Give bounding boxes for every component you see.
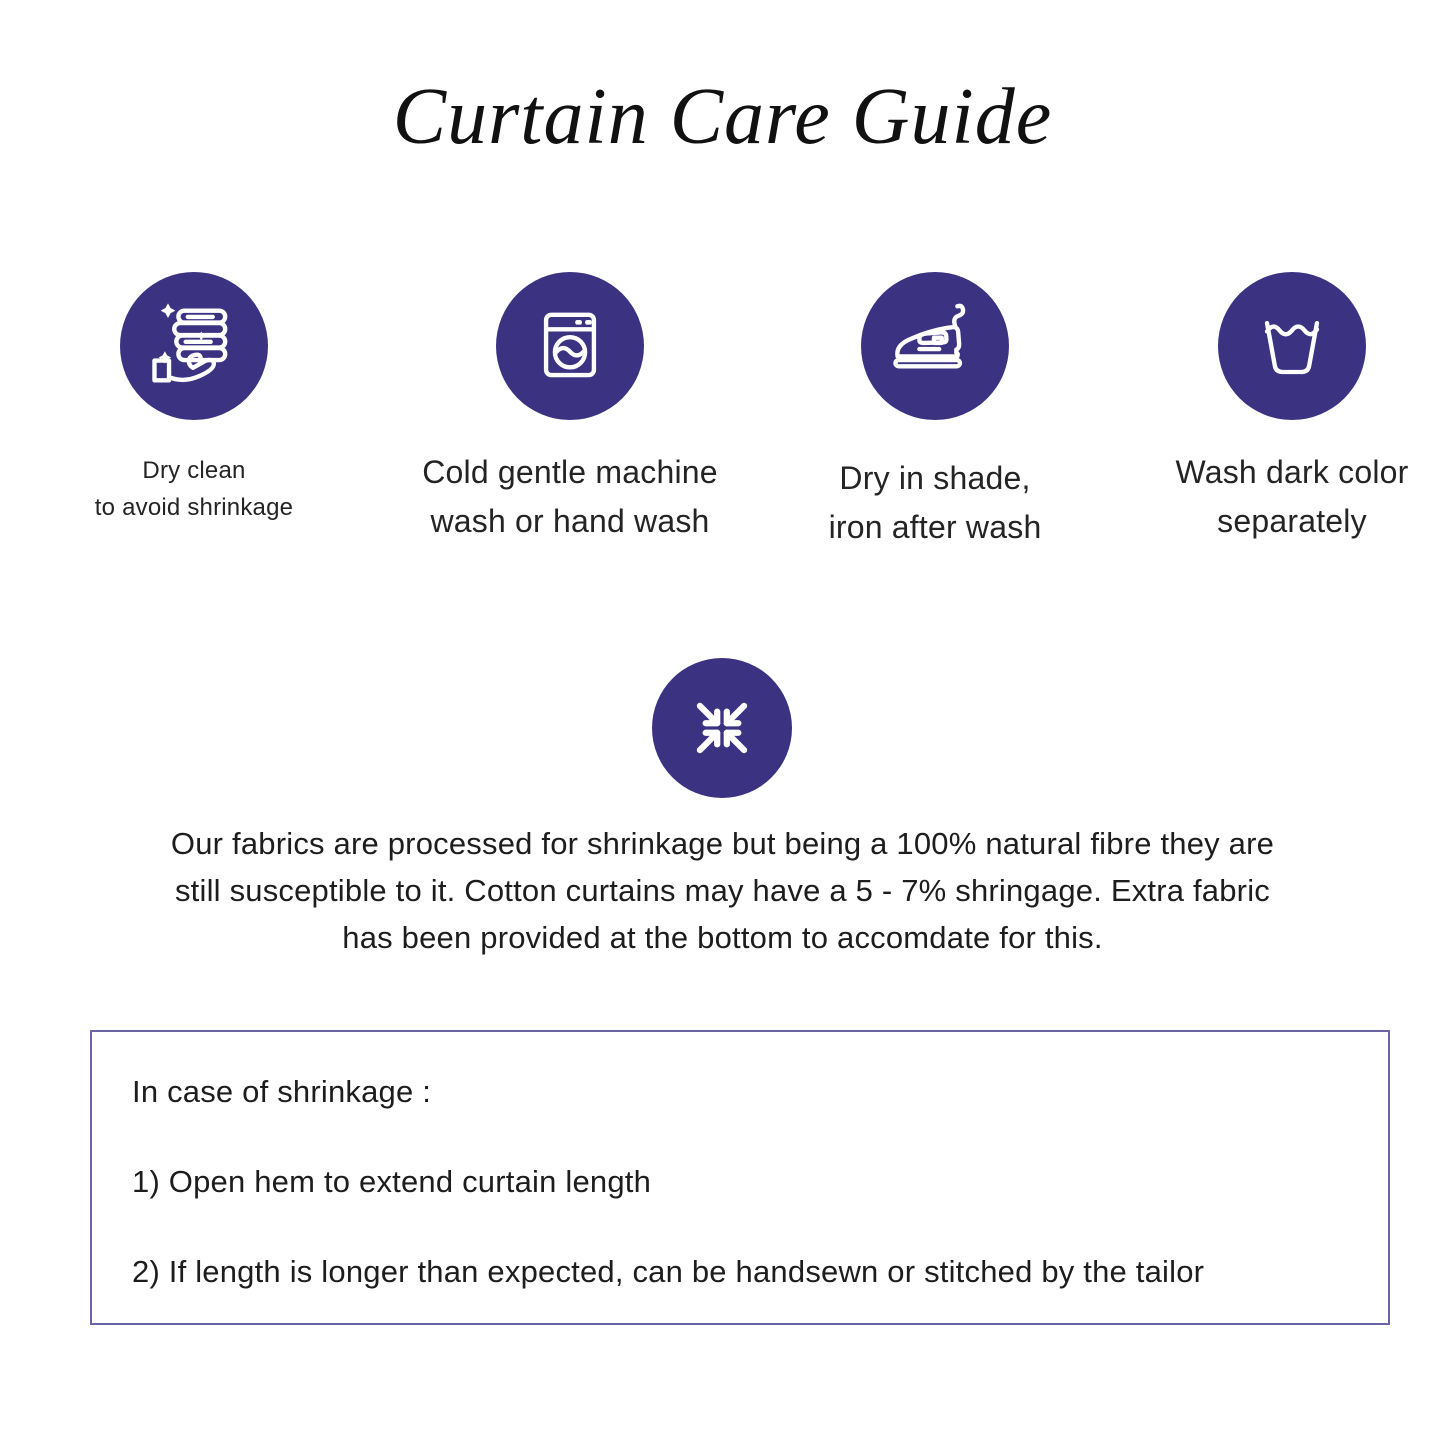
care-item-iron: [745, 272, 1125, 552]
care-item-caption: [4, 452, 384, 526]
shrinkage-note-line: has been provided at the bottom to accomdate for this.: [342, 920, 1103, 955]
page-title: Curtain Care Guide: [392, 73, 1053, 161]
washing-machine-icon: [496, 272, 644, 420]
care-item-caption: [380, 448, 760, 546]
iron-icon: [861, 272, 1009, 420]
caption-line: iron after wash: [828, 509, 1042, 545]
shrinkage-box-item: 2) If length is longer than expected, can be handsewn or stitched by the tailor: [132, 1254, 1205, 1289]
shrinkage-note: [55, 820, 1390, 961]
caption-line: wash or hand wash: [430, 503, 710, 539]
caption-line: Dry in shade,: [839, 460, 1031, 496]
shrink-arrows-icon: [652, 658, 792, 798]
caption-line: to avoid shrinkage: [94, 494, 294, 521]
care-item-dry-clean: [4, 272, 384, 526]
caption-line: separately: [1217, 503, 1367, 539]
caption-line: Dry clean: [142, 457, 246, 484]
wash-basin-icon: [1218, 272, 1366, 420]
care-item-caption: [745, 454, 1125, 552]
care-item-caption: [1102, 448, 1445, 546]
dry-clean-icon: [120, 272, 268, 420]
shrinkage-box-heading: In case of shrinkage :: [132, 1074, 432, 1109]
shrinkage-note-line: still susceptible to it. Cotton curtains may have a 5 - 7% shringage. Extra fabric: [174, 873, 1270, 908]
shrinkage-note-line: Our fabrics are processed for shrinkage but being a 100% natural fibre they are: [170, 826, 1275, 861]
care-item-machine-wash: [380, 272, 760, 546]
caption-line: Wash dark color: [1175, 454, 1409, 490]
care-item-wash-dark: [1102, 272, 1445, 546]
shrinkage-instructions-box: [90, 1030, 1390, 1325]
caption-line: Cold gentle machine: [422, 454, 718, 490]
shrinkage-box-item: 1) Open hem to extend curtain length: [132, 1164, 652, 1199]
